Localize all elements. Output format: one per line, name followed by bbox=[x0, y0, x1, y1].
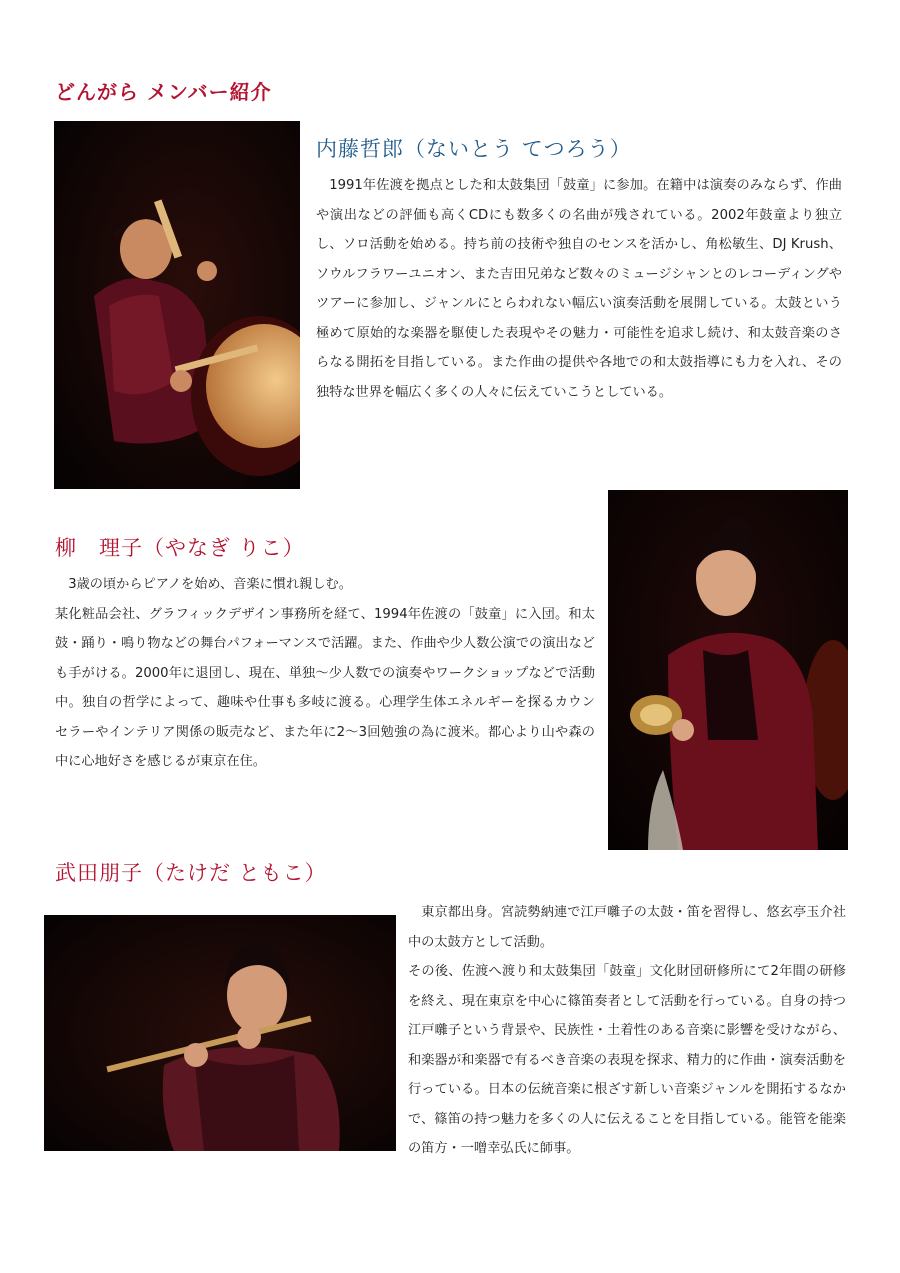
member-name-yanagi: 柳 理子（やなぎ りこ） bbox=[55, 536, 305, 560]
member-photo-naito bbox=[54, 121, 300, 489]
member-name-takeda: 武田朋子（たけだ ともこ） bbox=[55, 861, 327, 885]
member-photo-takeda bbox=[44, 915, 396, 1151]
member-name-naito: 内藤哲郎（ないとう てつろう） bbox=[316, 137, 632, 161]
page-title: どんがら メンバー紹介 bbox=[55, 80, 272, 104]
member-photo-yanagi bbox=[608, 490, 848, 850]
member-bio-yanagi: 3歳の頃からピアノを始め、音楽に慣れ親しむ。 某化粧品会社、グラフィックデザイン事務所を経て、1994年佐渡の「鼓童」に入団。和太鼓・踊り・鳴り物などの舞台パフォーマンスで活躍。また、作曲や少人数公演での演出なども手がける。2000年に退団し、現在、単独～少人数での演奏やワークショップなどで活動中。独自の哲学によって、趣味や仕事も多岐に渡る。心理学生体エネルギーを探るカウンセラーやインテリア関係の販売など、また年に2～3回勉強の為に渡米。都心より山や森の中に心地好さを感じるが東京在住。 bbox=[55, 577, 595, 769]
member-bio-takeda: 東京都出身。宮読勢納連で江戸囃子の太鼓・笛を習得し、悠玄亭玉介社中の太鼓方として活動。 その後、佐渡へ渡り和太鼓集団「鼓童」文化財団研修所にて2年間の研修を終え、現在東京を中心に篠笛奏者として活動を行っている。自身の持つ江戸囃子という背景や、民族性・土着性のある音楽に影響を受けながら、和楽器が和楽器で有るべき音楽の表現を探求、精力的に作曲・演奏活動を行っている。日本の伝統音楽に根ざす新しい音楽ジャンルを開拓するなかで、篠笛の持つ魅力を多くの人に伝えることを目指している。能管を能楽の笛方・一噌幸弘氏に師事。 bbox=[408, 905, 846, 1156]
member-bio-naito: 1991年佐渡を拠点とした和太鼓集団「鼓童」に参加。在籍中は演奏のみならず、作曲や演出などの評価も高くCDにも数多くの名曲が残されている。2002年鼓童より独立し、ソロ活動を始める。持ち前の技術や独自のセンスを活かし、角松敏生、DJ Krush、ソウルフラワーユニオン、また吉田兄弟など数々のミュージシャンとのレコーディングやツアーに参加し、ジャンルにとらわれない幅広い演奏活動を展開している。太鼓という極めて原始的な楽器を駆使した表現やその魅力・可能性を追求し続け、和太鼓音楽のさらなる開拓を目指している。また作曲の提供や各地での和太鼓指導にも力を入れ、その独特な世界を幅広く多くの人々に伝えていこうとしている。 bbox=[316, 178, 842, 400]
